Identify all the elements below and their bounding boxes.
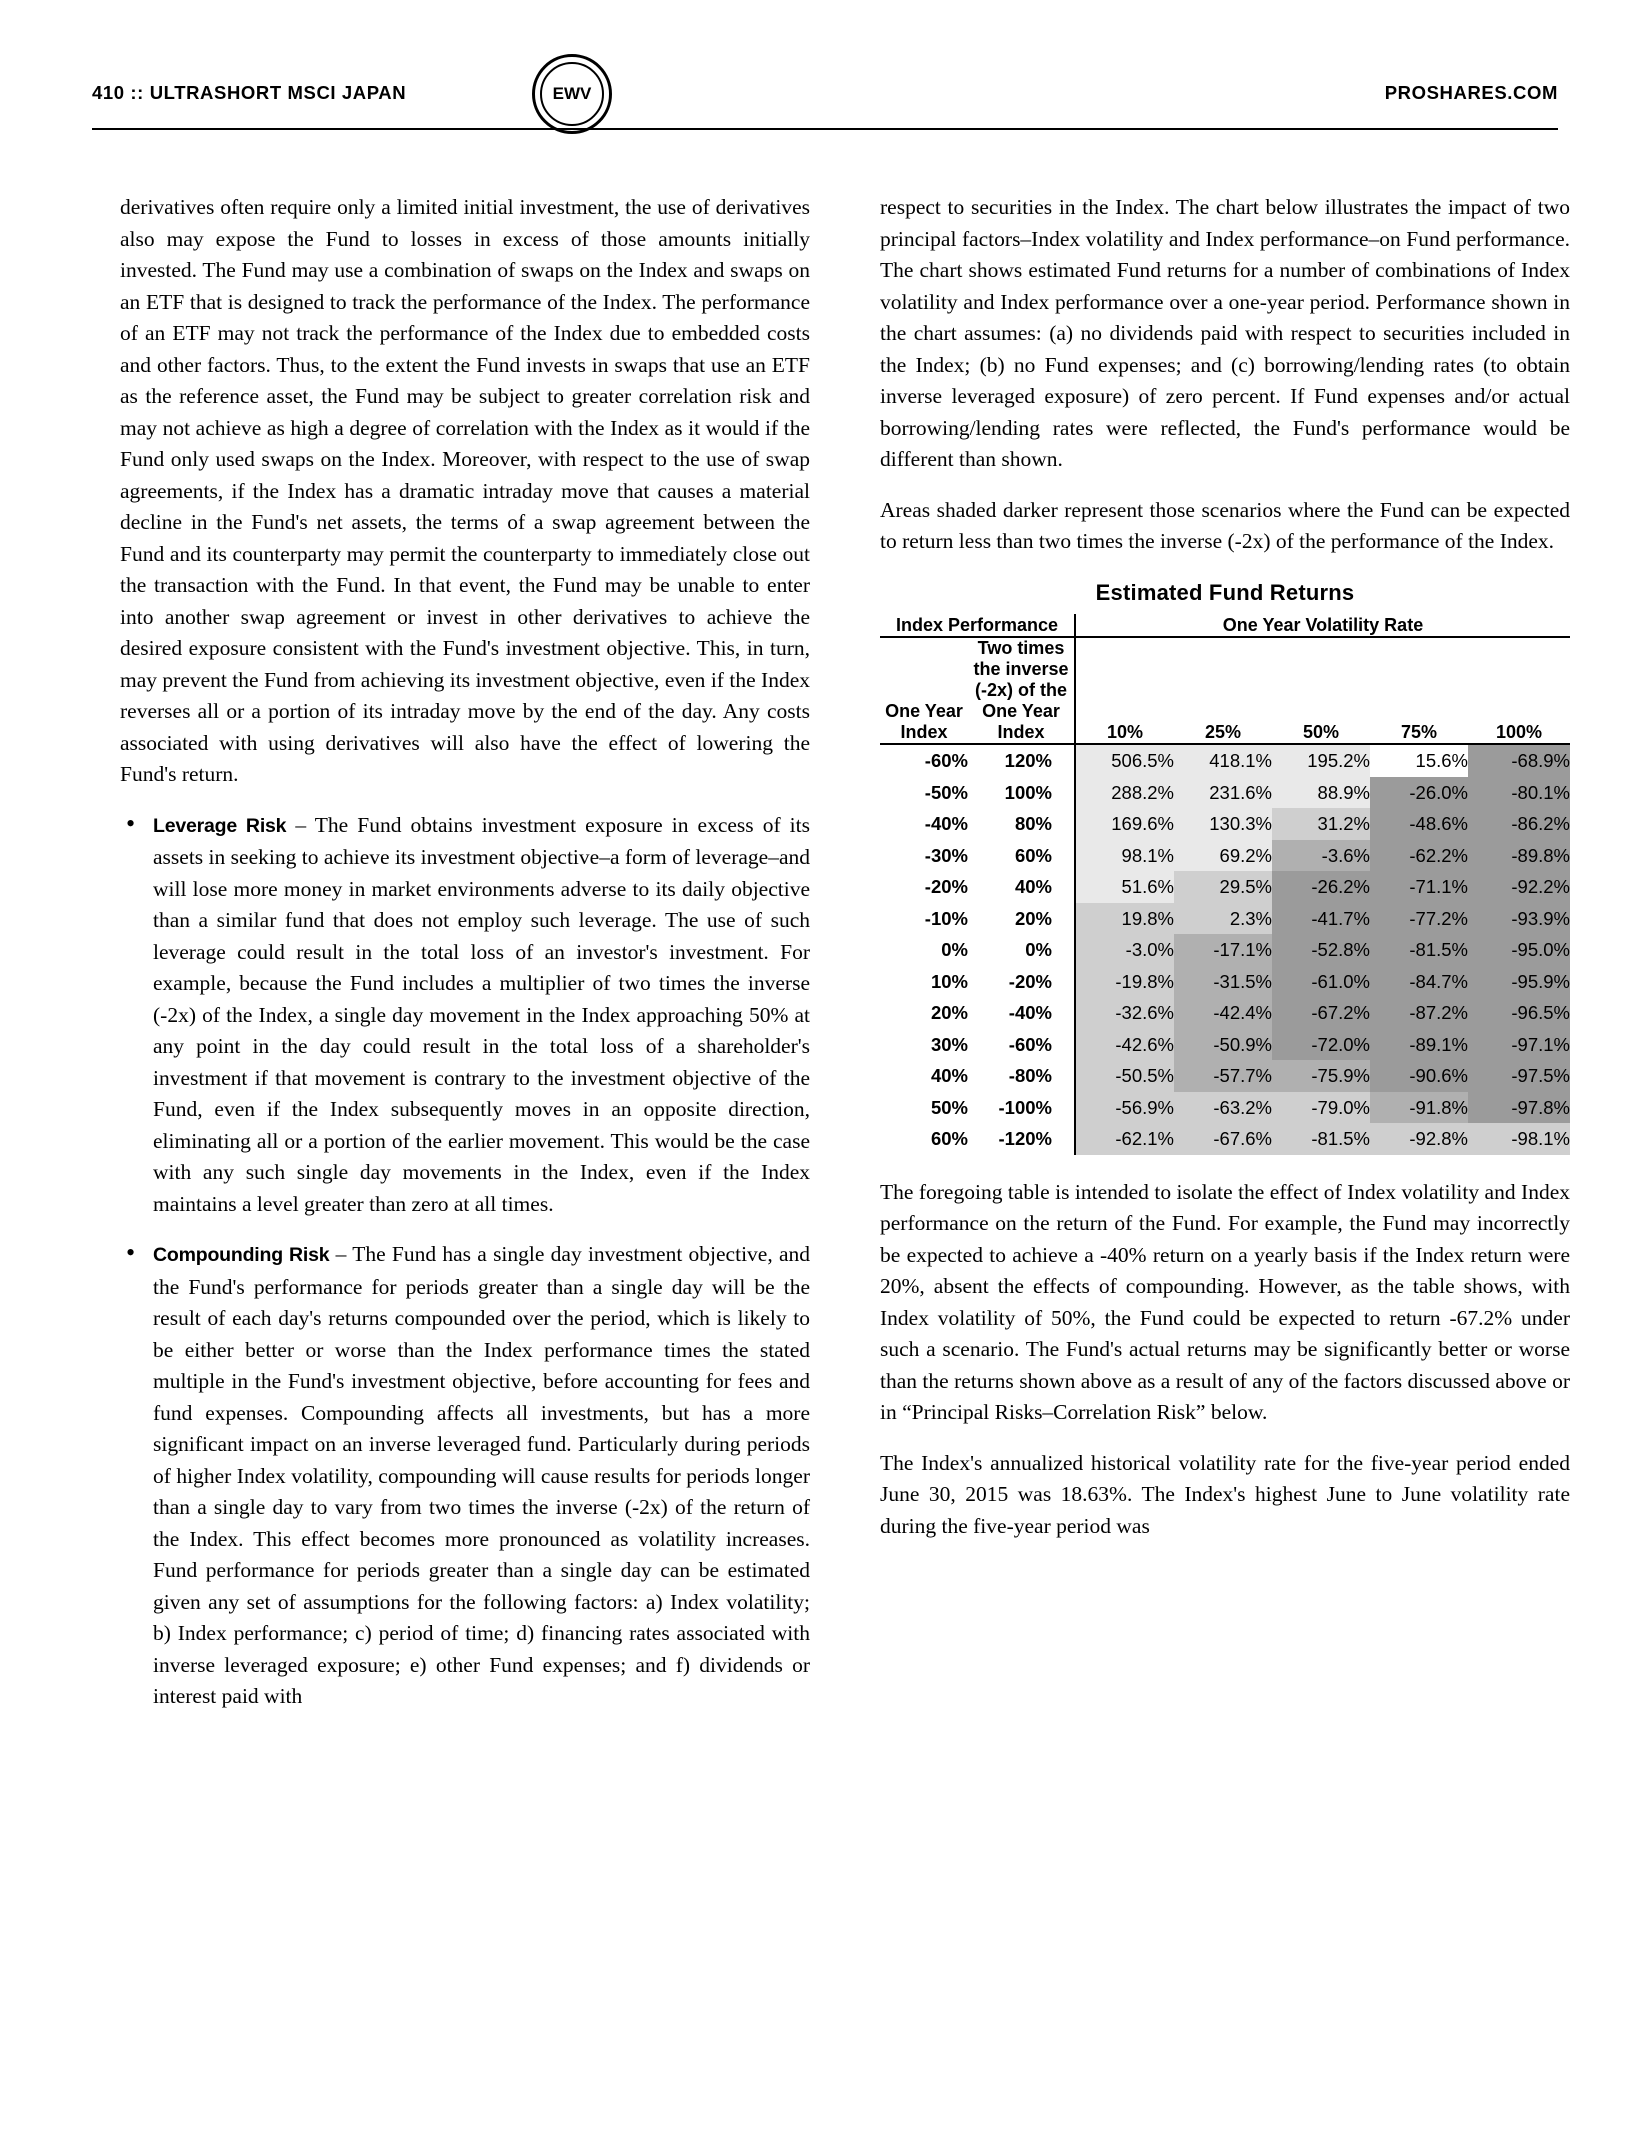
table-cell-75pct: -81.5% bbox=[1370, 934, 1468, 966]
table-cell-10pct: 506.5% bbox=[1075, 744, 1174, 777]
table-cell-75pct: -77.2% bbox=[1370, 903, 1468, 935]
table-cell-10pct: 19.8% bbox=[1075, 903, 1174, 935]
table-cell-25pct: 2.3% bbox=[1174, 903, 1272, 935]
paragraph-chart-intro: respect to securities in the Index. The chart below illustrates the impact of two principal factors–Index volatility and Index performance–on Fund performance. The chart shows estimated Fund returns for a number of combinations of Index volatility and Index performance over a one-year period. Performance shown in the chart assumes: (a) no dividends paid with respect to securities included in the Index; (b) no Fund expenses; and (c) borrowing/lending rates (to obtain inverse leveraged exposure) of zero percent. If Fund expenses and/or actual borrowing/lending rates were reflected, the Fund's performance would be different than shown. bbox=[880, 195, 1570, 471]
table-cell-25pct: -31.5% bbox=[1174, 966, 1272, 998]
table-cell-75pct: -62.2% bbox=[1370, 840, 1468, 872]
table-cell-100pct: -97.8% bbox=[1468, 1092, 1570, 1124]
table-cell-75pct: -92.8% bbox=[1370, 1123, 1468, 1155]
leverage-risk-label: Leverage Risk bbox=[153, 814, 287, 837]
table-cell-50pct: -81.5% bbox=[1272, 1123, 1370, 1155]
table-cell-100pct: -68.9% bbox=[1468, 744, 1570, 777]
table-cell-10pct: -62.1% bbox=[1075, 1123, 1174, 1155]
table-cell-100pct: -96.5% bbox=[1468, 997, 1570, 1029]
leverage-risk-text: The Fund obtains investment exposure in excess of its assets in seeking to achieve its investment objective–a form of leverage–and will lose more money in market environments adverse to its daily objective than a similar fund that does not employ such leverage. The use of such leverage could result in the total loss of an investor's investment. For example, because the Fund includes a multiplier of two times the inverse (-2x) of the Index, a single day movement in the Index approaching 50% at any point in the day could result in the total loss of a shareholder's investment if that movement is contrary to the investment objective of the Fund, even if the Index subsequently moves in an opposite direction, eliminating all or a portion of the earlier movement. This would be the case with any such single day movements in the Index, even if the Index maintains a level greater than zero at all times. bbox=[153, 812, 810, 1216]
compounding-risk-dash: – bbox=[329, 1242, 353, 1266]
table-cell-100pct: -98.1% bbox=[1468, 1123, 1570, 1155]
col-header-vol-75: 75% bbox=[1370, 637, 1468, 744]
table-cell-50pct: 195.2% bbox=[1272, 744, 1370, 777]
table-cell-100pct: -86.2% bbox=[1468, 808, 1570, 840]
table-cell-75pct: -90.6% bbox=[1370, 1060, 1468, 1092]
row-label-two-times-inverse: -40% bbox=[1008, 1002, 1052, 1023]
row-label-two-times-inverse: -80% bbox=[1008, 1065, 1052, 1086]
table-cell-50pct: -67.2% bbox=[1272, 997, 1370, 1029]
page-number: 410 bbox=[92, 82, 125, 103]
row-label-one-year-index: 0% bbox=[941, 939, 968, 960]
header-left-text bbox=[92, 82, 406, 104]
row-label-one-year-index: -50% bbox=[924, 781, 968, 803]
row-label-one-year-index: 50% bbox=[930, 1096, 968, 1118]
table-cell-25pct: 231.6% bbox=[1174, 777, 1272, 809]
table-cell-75pct: 15.6% bbox=[1370, 744, 1468, 777]
row-label-two-times-inverse: 80% bbox=[1014, 813, 1052, 834]
row-label-one-year-index: 30% bbox=[930, 1033, 968, 1055]
col-header-vol-50: 50% bbox=[1272, 637, 1370, 744]
table-cell-100pct: -95.9% bbox=[1468, 966, 1570, 998]
table-cell-100pct: -97.1% bbox=[1468, 1029, 1570, 1061]
row-label-one-year-index: -10% bbox=[924, 907, 968, 929]
row-label-one-year-index: 10% bbox=[930, 970, 968, 992]
table-cell-25pct: -42.4% bbox=[1174, 997, 1272, 1029]
row-label-one-year-index: 40% bbox=[930, 1065, 968, 1086]
table-cell-100pct: -80.1% bbox=[1468, 777, 1570, 809]
table-cell-25pct: -57.7% bbox=[1174, 1060, 1272, 1092]
compounding-risk-text: The Fund has a single day investment objective, and the Fund's performance for periods greater than a single day will be the result of each day's returns compounded over the period, which is likely to be either better or worse than the Index performance times the stated multiple in the Fund's investment objective, before accounting for fees and fund expenses. Compounding affects all investments, but has a more significant impact on an inverse leveraged fund. Particularly during periods of higher Index volatility, compounding will cause results for periods longer than a single day to vary from two times the inverse (-2x) of the return of the Index. This effect becomes more pronounced as volatility increases. Fund performance for periods greater than a single day can be estimated given any set of assumptions for the following factors: a) Index volatility; b) Index performance; c) period of time; d) financing rates associated with inverse leveraged exposure; e) other Fund expenses; and f) dividends or interest paid with bbox=[153, 1242, 810, 1708]
table-title: Estimated Fund Returns bbox=[1095, 579, 1355, 605]
paragraph-shading-note: Areas shaded darker represent those scenarios where the Fund can be expected to return less than two times the inverse (-2x) of the performance of the Index. bbox=[880, 497, 1570, 553]
header-divider bbox=[92, 128, 1558, 130]
table-row bbox=[880, 840, 1570, 872]
col-header-vol-25: 25% bbox=[1174, 637, 1272, 744]
table-cell-50pct: -26.2% bbox=[1272, 871, 1370, 903]
table-cell-50pct: -61.0% bbox=[1272, 966, 1370, 998]
table-cell-10pct: -42.6% bbox=[1075, 1029, 1174, 1061]
table-cell-75pct: -89.1% bbox=[1370, 1029, 1468, 1061]
risk-bullet-list bbox=[120, 810, 810, 1713]
table-cell-25pct: -50.9% bbox=[1174, 1029, 1272, 1061]
table-row bbox=[880, 903, 1570, 935]
row-label-two-times-inverse: -20% bbox=[1008, 970, 1052, 992]
table-cell-100pct: -97.5% bbox=[1468, 1060, 1570, 1092]
table-cell-50pct: -52.8% bbox=[1272, 934, 1370, 966]
table-header-row-top bbox=[880, 614, 1570, 637]
table-cell-75pct: -91.8% bbox=[1370, 1092, 1468, 1124]
list-item-compounding-risk bbox=[120, 1239, 810, 1713]
table-cell-50pct: -41.7% bbox=[1272, 903, 1370, 935]
table-cell-75pct: -84.7% bbox=[1370, 966, 1468, 998]
table-cell-25pct: 130.3% bbox=[1174, 808, 1272, 840]
row-label-two-times-inverse: 40% bbox=[1014, 876, 1052, 897]
table-cell-50pct: 31.2% bbox=[1272, 808, 1370, 840]
table-cell-50pct: -79.0% bbox=[1272, 1092, 1370, 1124]
table-cell-50pct: -72.0% bbox=[1272, 1029, 1370, 1061]
paragraph-table-explanation: The foregoing table is intended to isolate the effect of Index volatility and Index performance on the return of the Fund. For example, the Fund may incorrectly be expected to achieve a -40% return on a yearly basis if the Index return were 20%, absent the effects of compounding. However, as the table shows, with Index volatility of 50%, the Fund could be expected to return -67.2% under such a scenario. The Fund's actual returns may be significantly better or worse than the returns shown above as a result of any of the factors discussed above or in “Principal Risks–Correlation Risk” below. bbox=[880, 1179, 1570, 1424]
table-cell-10pct: 169.6% bbox=[1075, 808, 1174, 840]
ticker-symbol: EWV bbox=[540, 62, 604, 126]
table-cell-50pct: -3.6% bbox=[1272, 840, 1370, 872]
estimated-fund-returns-table bbox=[880, 614, 1570, 1155]
compounding-risk-label: Compounding Risk bbox=[153, 1244, 330, 1266]
table-cell-25pct: -67.6% bbox=[1174, 1123, 1272, 1155]
table-row bbox=[880, 1060, 1570, 1092]
col-header-vol-10: 10% bbox=[1075, 637, 1174, 744]
col-header-two-times-inverse: Two times the inverse (-2x) of the One Year Index bbox=[968, 637, 1075, 744]
right-column bbox=[880, 192, 1570, 1561]
table-row bbox=[880, 997, 1570, 1029]
table-row bbox=[880, 966, 1570, 998]
table-cell-25pct: -63.2% bbox=[1174, 1092, 1272, 1124]
header-one-year-volatility-rate: One Year Volatility Rate bbox=[1075, 614, 1570, 637]
table-header-row-sub bbox=[880, 637, 1570, 744]
table-cell-100pct: -95.0% bbox=[1468, 934, 1570, 966]
row-label-one-year-index: -20% bbox=[924, 876, 968, 897]
col-header-one-year-index: One Year Index bbox=[880, 637, 968, 744]
row-label-two-times-inverse: 100% bbox=[1004, 781, 1052, 803]
paragraph-derivatives: derivatives often require only a limited initial investment, the use of derivatives also may expose the Fund to losses in excess of those amounts initially invested. The Fund may use a combination of swaps on the Index and swaps on an ETF that is designed to track the performance of the Index. The performance of an ETF may not track the performance of the Index due to embedded costs and other factors. Thus, to the extent the Fund invests in swaps that use an ETF as the reference asset, the Fund may be subject to greater correlation risk and may not achieve as high a degree of correlation with the Index as it would if the Fund only used swaps on the Index. Moreover, with respect to the use of swap agreements, if the Index has a dramatic intraday move that causes a material decline in the Fund's net assets, the terms of a swap agreement between the Fund and its counterparty may permit the counterparty to immediately close out the transaction with the Fund. In that event, the Fund may be unable to enter into another swap agreement or invest in other derivatives to achieve the desired exposure consistent with the Fund's investment objective. This, in turn, may prevent the Fund from achieving its investment objective, even if the Index reverses all or a portion of its intraday move by the end of the day. Any costs associated with using derivatives will also have the effect of lowering the Fund's return. bbox=[120, 195, 810, 786]
row-label-one-year-index: -30% bbox=[924, 844, 968, 866]
ticker-badge bbox=[532, 54, 612, 134]
table-cell-100pct: -92.2% bbox=[1468, 871, 1570, 903]
table-cell-75pct: -87.2% bbox=[1370, 997, 1468, 1029]
row-label-two-times-inverse: -120% bbox=[998, 1128, 1052, 1149]
table-row bbox=[880, 871, 1570, 903]
fund-name: ULTRASHORT MSCI JAPAN bbox=[149, 82, 407, 103]
table-row bbox=[880, 744, 1570, 777]
table-cell-75pct: -26.0% bbox=[1370, 777, 1468, 809]
row-label-two-times-inverse: -100% bbox=[998, 1096, 1052, 1118]
row-label-two-times-inverse: 20% bbox=[1014, 907, 1052, 929]
table-cell-25pct: 29.5% bbox=[1174, 871, 1272, 903]
header-separator: :: bbox=[130, 82, 144, 103]
table-cell-25pct: 418.1% bbox=[1174, 744, 1272, 777]
row-label-two-times-inverse: 0% bbox=[1025, 939, 1052, 960]
table-cell-10pct: 98.1% bbox=[1075, 840, 1174, 872]
row-label-one-year-index: -60% bbox=[924, 750, 968, 771]
table-cell-100pct: -89.8% bbox=[1468, 840, 1570, 872]
row-label-one-year-index: 60% bbox=[930, 1128, 968, 1149]
list-item-leverage-risk bbox=[120, 810, 810, 1221]
table-cell-75pct: -71.1% bbox=[1370, 871, 1468, 903]
table-cell-25pct: 69.2% bbox=[1174, 840, 1272, 872]
table-cell-75pct: -48.6% bbox=[1370, 808, 1468, 840]
table-cell-100pct: -93.9% bbox=[1468, 903, 1570, 935]
row-label-two-times-inverse: 120% bbox=[1004, 750, 1052, 771]
table-cell-25pct: -17.1% bbox=[1174, 934, 1272, 966]
col-header-vol-100: 100% bbox=[1468, 637, 1570, 744]
row-label-two-times-inverse: -60% bbox=[1008, 1033, 1052, 1055]
table-cell-10pct: -19.8% bbox=[1075, 966, 1174, 998]
site-url: PROSHARES.COM bbox=[1384, 82, 1558, 103]
row-label-one-year-index: 20% bbox=[930, 1002, 968, 1023]
table-cell-10pct: -56.9% bbox=[1075, 1092, 1174, 1124]
table-cell-10pct: 51.6% bbox=[1075, 871, 1174, 903]
table-row bbox=[880, 1092, 1570, 1124]
row-label-one-year-index: -40% bbox=[924, 813, 968, 834]
leverage-risk-dash: – bbox=[286, 812, 315, 837]
table-cell-10pct: -50.5% bbox=[1075, 1060, 1174, 1092]
table-row bbox=[880, 1029, 1570, 1061]
table-row bbox=[880, 934, 1570, 966]
page-header bbox=[92, 62, 1558, 124]
table-cell-10pct: -3.0% bbox=[1075, 934, 1174, 966]
row-label-two-times-inverse: 60% bbox=[1014, 844, 1052, 866]
table-cell-50pct: 88.9% bbox=[1272, 777, 1370, 809]
table-row bbox=[880, 777, 1570, 809]
table-cell-50pct: -75.9% bbox=[1272, 1060, 1370, 1092]
table-cell-10pct: -32.6% bbox=[1075, 997, 1174, 1029]
paragraph-historical-volatility: The Index's annualized historical volatility rate for the five-year period ended June 30, 2015 was 18.63%. The Index's highest June to June volatility rate during the five-year period was bbox=[880, 1450, 1570, 1538]
table-row bbox=[880, 1123, 1570, 1155]
estimated-fund-returns-table-wrap bbox=[880, 577, 1570, 1155]
left-column bbox=[120, 192, 810, 1732]
table-row bbox=[880, 808, 1570, 840]
header-index-performance: Index Performance bbox=[880, 614, 1075, 637]
table-cell-10pct: 288.2% bbox=[1075, 777, 1174, 809]
table-body bbox=[880, 744, 1570, 1155]
